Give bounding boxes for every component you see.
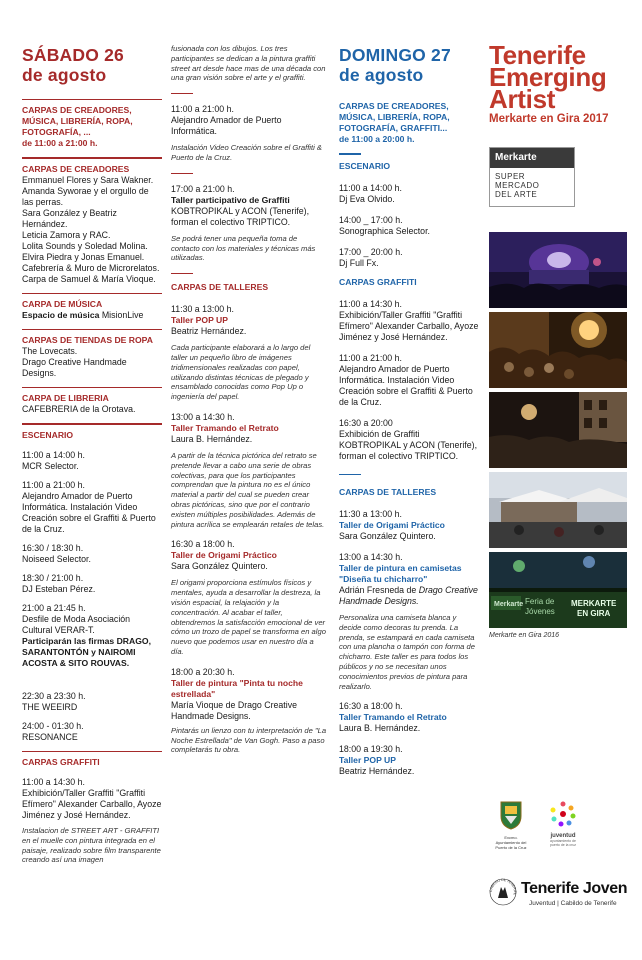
divider [22, 751, 162, 752]
stage-sign-text: MERKARTE [571, 599, 617, 608]
divider [339, 153, 361, 155]
divider [171, 93, 193, 94]
sun-talleres: CARPAS DE TALLERES 11:30 a 13:00 h. Taller de Origami Práctico Sara González Quintero. 13:00 a 14:30 h. Taller de pintura en camisetas "Diseña tu chicharro" Adrián Fresneda de Drago Creative Handmade Designs. Personaliza una camiseta blanca y decide como decoras tu prenda. La prenda, se estampará en cada camiseta con una plancha o tampón con forma de chicharro. Este taller es para todos los públicos y no se necesitan unos conocimientos previos de pintura para realizarlo. 16:30 a 18:00 h. Taller Tramando el Retrato Laura B. Hernández. 18:00 a 19:30 h. Taller POP UP Beatriz Hernández. [339, 487, 478, 777]
juventud-logo: juventud ayuntamiento de puerto de la cruz [545, 800, 581, 847]
photo-caption: Merkarte en Gira 2016 [489, 632, 560, 639]
event-block: 11:00 a 21:00 h. Alejandro Amador de Puerto Informática. Instalación Video Creación sobre el Graffiti & Puerto de la Cruz. [339, 352, 473, 407]
workshop-block: 16:30 a 18:00 h. Taller de Origami Práctico Sara González Quintero. El origami proporciona estímulos físicos y mentales, ayuda a desarrollar la destreza, la visión espacial, la relajación y la concentración. Al acabar el taller, obtendremos la satisfacción emocional de ver cómo un trozo de papel se transforma en algo nuevo que podemos usar en nuestro día a día. [171, 539, 326, 656]
workshop-block: 13:00 a 14:30 h. Taller Tramando el Retrato Laura B. Hernández. A partir de la técnica pictórica del retrato se pretende llevar a cabo una serie de obras colectivas, para que los participantes comprendan que la pintura no es el único material a partir del cual se pueden crear obras pictóricas, sino que por el contrario existen múltiples posibilidades. Además de pintura acrílica se emplearán retales de telas. [171, 411, 325, 529]
shield-icon [499, 800, 523, 830]
sunday-column [339, 0, 479, 785]
list-item: Drago Creative Handmade Designs. [22, 357, 127, 379]
divider [22, 293, 162, 294]
list-item: Amanda Syworae y el orgullo de las perras. [22, 185, 149, 207]
event-block: 11:00 a 14:00 h. MCR Selector. [22, 449, 85, 471]
list-item: Sara González y Beatriz Hernández. [22, 207, 117, 229]
divider [171, 273, 193, 274]
event-block: 18:30 / 21:00 h. DJ Esteban Pérez. [22, 572, 96, 594]
saturday-column-continued [171, 0, 328, 763]
workshop-block: 13:00 a 14:30 h. Taller de pintura en camisetas "Diseña tu chicharro" Adrián Fresneda de Drago Creative Handmade Designs. Personaliza una camiseta blanca y decide como decoras tu prenda. La prenda, se estampará en cada camiseta con una plancha o tampón con forma de chicharro. Este taller es para todos los públicos y no se necesitan unos conocimientos previos de pintura para realizarlo. [339, 552, 478, 691]
sat-ropa: CARPAS DE TIENDAS DE ROPA The Lovecats. Drago Creative Handmade Designs. [22, 335, 162, 379]
event-block: 17:00 a 21:00 h. Taller participativo de Graffiti KOBTROPIKAL y ACON (Tenerife), forman el colectivo TRIPTICO. Se podrá tener una pequeña toma de contacto con los materiales y técnicas más utilizadas. [171, 183, 316, 263]
workshop-block: 11:30 a 13:00 h. Taller de Origami Práctico Sara González Quintero. [339, 509, 445, 541]
workshop-block: 11:30 a 13:00 h. Taller POP UP Beatriz Hernández. Cada participante elaborará a lo largo del taller un pequeño libro de imágenes tridimensionales realizadas con papel, utilizando distintas técnicas de plegado y ensamblado conocidas como Pop Up o ingeniería del papel. [171, 304, 311, 402]
market-photo [489, 472, 627, 548]
event-block: 21:00 a 21:45 h. Desfile de Moda Asociación Cultural VERAR-T. Participarán las firmas DRAGO, SARANTONTÓN y NAIROMI ACOSTA & SITO ROUVAS. [22, 602, 151, 668]
sun-graffiti: CARPAS GRAFFITI 11:00 a 14:30 h. Exhibición/Taller Graffiti "Graffiti Efímero" Alexander Carballo, Ayoze Jiménez y José Hernández. 11:00 a 21:00 h. Alejandro Amador de Puerto Informática. Instalación Video Creación sobre el Graffiti & Puerto de la Cruz. 16:30 a 20:00 Exhibición de Graffiti KOBTROPIKAL y ACON (Tenerife), forman el colectivo TRIPTICO. [339, 276, 479, 461]
event-block: 14:00 _ 17:00 h. Sonographica Selector. [339, 214, 430, 236]
stage-sign-text: Jóvenes [525, 607, 555, 616]
event-block: 11:00 a 14:30 h. Exhibición/Taller Graffiti "Graffiti Efímero" Alexander Carballo, Ayoze Jiménez y José Hernández. [339, 298, 479, 342]
event-block: 11:00 a 21:00 h. Alejandro Amador de Puerto Informática. Instalación Video Creación sobre el Graffiti & Puerto de la Cruz. [171, 104, 322, 162]
merkarte-logo: Merkarte SUPER MERCADO DEL ARTE [489, 147, 575, 207]
stage-sign-text: Merkarte [494, 601, 524, 608]
sat-musica: CARPA DE MÚSICA Espacio de música MisionLive [22, 298, 144, 320]
workshop-block: 16:30 a 18:00 h. Taller Tramando el Retrato Laura B. Hernández. [339, 701, 447, 734]
divider [22, 157, 162, 158]
list-item: Leticia Zamora y RAC. [22, 229, 111, 240]
sat-libreria: CARPA DE LIBRERIA CAFEBRERIA de la Orotava. [22, 393, 136, 415]
sun-carpas-all: CARPAS DE CREADORES, MÚSICA, LIBRERÍA, ROPA, FOTOGRAFÍA, GRAFFITI... de 11:00 a 20:00 h. [339, 101, 450, 144]
juventud-dots-icon [549, 800, 577, 828]
crowd-photo [489, 312, 627, 388]
list-item: Lolita Sounds y Soledad Molina. [22, 240, 148, 251]
sun-escenario: ESCENARIO 11:00 a 14:00 h. Dj Eva Olvido. 14:00 _ 17:00 h. Sonographica Selector. 17:00 _ 20:00 h. Dj Full Fx. [339, 161, 479, 269]
event-block: 17:00 _ 20:00 h. Dj Full Fx. [339, 246, 403, 268]
sat-carpas-all: CARPAS DE CREADORES, MÚSICA, LIBRERÍA, ROPA, FOTOGRAFÍA, ... de 11:00 a 21:00 h. [22, 105, 133, 149]
concert-photo [489, 232, 627, 308]
list-item: Elvira Piedra y Jonas Emanuel. [22, 251, 145, 262]
list-item: Emmanuel Flores y Sara Wakner. [22, 174, 154, 185]
brand-column: Tenerife Emerging Artist Merkarte en Gira 2017 Merkarte SUPER MERCADO DEL ARTE Merkarte Feria de Jóvenes MERKARTE EN GIRA Merkarte en Gira 2016 Excmo. Ayuntamiento del Puerto de la Cruz juventud ayuntamiento de puerto de la cruz CABILDO DE TENERIFE Tenerife Joven Juventud | Cabildo de Tenerife [489, 40, 628, 907]
list-item: Cafebrería & Muro de Microrelatos. [22, 262, 160, 273]
sat-creadores: CARPAS DE CREADORES Emmanuel Flores y Sara Wakner. Amanda Syworae y el orgullo de las perras. Sara González y Beatriz Hernández. Leticia Zamora y RAC. Lolita Sounds y Soledad Molina. Elvira Piedra y Jonas Emanuel. Cafebrería & Muro de Microrelatos. Carpa de Samuel & María Vioque. [22, 164, 162, 285]
ayuntamiento-logo: Excmo. Ayuntamiento del Puerto de la Cruz [493, 800, 529, 850]
list-item: The Lovecats. [22, 346, 78, 357]
event-block: 16:30 / 18:30 h. Noiseed Selector. [22, 542, 91, 564]
event-block: 11:00 a 14:00 h. Dj Eva Olvido. [339, 182, 402, 204]
event-title: Tenerife Emerging Artist [489, 40, 607, 114]
plaza-photo [489, 392, 627, 468]
event-block: 11:00 a 21:00 h. Alejandro Amador de Puerto Informática. Instalación Video Creación sobre el Graffiti & Puerto de la Cruz. [22, 479, 156, 534]
divider [22, 423, 162, 424]
list-item: Carpa de Samuel & María Vioque. [22, 273, 156, 284]
cabildo-emblem-icon [489, 878, 517, 906]
stage-sign-text: Feria de [525, 597, 555, 606]
divider [171, 173, 193, 174]
stage-sign-text: EN GIRA [577, 609, 611, 618]
divider [339, 474, 361, 476]
sat-graffiti: CARPAS GRAFFITI 11:00 a 14:30 h. Exhibición/Taller Graffiti "Graffiti Efímero" Alexander Carballo, Ayoze Jiménez y José Hernández. Instalacion de STREET ART - GRAFFITI en el muelle con pintura integrada en el paisaje, realizado sobre film transparente creando así una imagen [22, 757, 162, 865]
workshop-block: 18:00 a 19:30 h. Taller POP UP Beatriz Hernández. [339, 744, 415, 777]
divider [22, 387, 162, 388]
divider [22, 329, 162, 330]
talleres-heading: CARPAS DE TALLERES [171, 282, 269, 293]
event-block: 16:30 a 20:00 Exhibición de Graffiti KOBTROPIKAL y ACON (Tenerife), forman el colectivo TRIPTICO. [339, 417, 478, 461]
divider [22, 99, 162, 100]
cabildo-ring-text: CABILDO DE TENERIFE [489, 878, 517, 896]
photo-gallery [489, 232, 627, 639]
sunday-title: DOMINGO 27 de agosto [339, 45, 451, 85]
event-block: 22:30 a 23:30 h. THE WEEIRD [22, 690, 86, 712]
saturday-column [22, 0, 162, 873]
stage-sign-photo [489, 552, 627, 628]
sat-escenario: ESCENARIO 11:00 a 14:00 h. MCR Selector. 11:00 a 21:00 h. Alejandro Amador de Puerto Informática. Instalación Video Creación sobre el Graffiti & Puerto de la Cruz. 16:30 / 18:30 h. Noiseed Selector. 18:30 / 21:00 h. DJ Esteban Pérez. 21:00 a 21:45 h. Desfile de Moda Asociación Cultural VERAR-T. Participarán las firmas DRAGO, SARANTONTÓN y NAIROMI ACOSTA & SITO ROUVAS. 22:30 a 23:30 h. THE WEEIRD 24:00 - 01:30 h. RESONANCE [22, 430, 162, 743]
saturday-title: SÁBADO 26 de agosto [22, 45, 124, 85]
event-subtitle: Merkarte en Gira 2017 [489, 113, 609, 125]
event-block: 24:00 - 01:30 h. RESONANCE [22, 720, 84, 742]
sponsor-logos [489, 800, 627, 850]
workshop-block: 18:00 a 20:30 h. Taller de pintura "Pinta tu noche estrellada" María Vioque de Drago Creative Handmade Designs. Pintarás un lienzo con tu interpretación de "La Noche Estrellada" de Van Gogh. Paso a paso completarás tu obra. [171, 666, 327, 755]
graffiti-continuation: fusionada con los dibujos. Los tres participantes se dedican a la pintura graffiti street art desde hace mas de una década con una gran visión sobre el arte y el graffiti. [171, 44, 326, 83]
